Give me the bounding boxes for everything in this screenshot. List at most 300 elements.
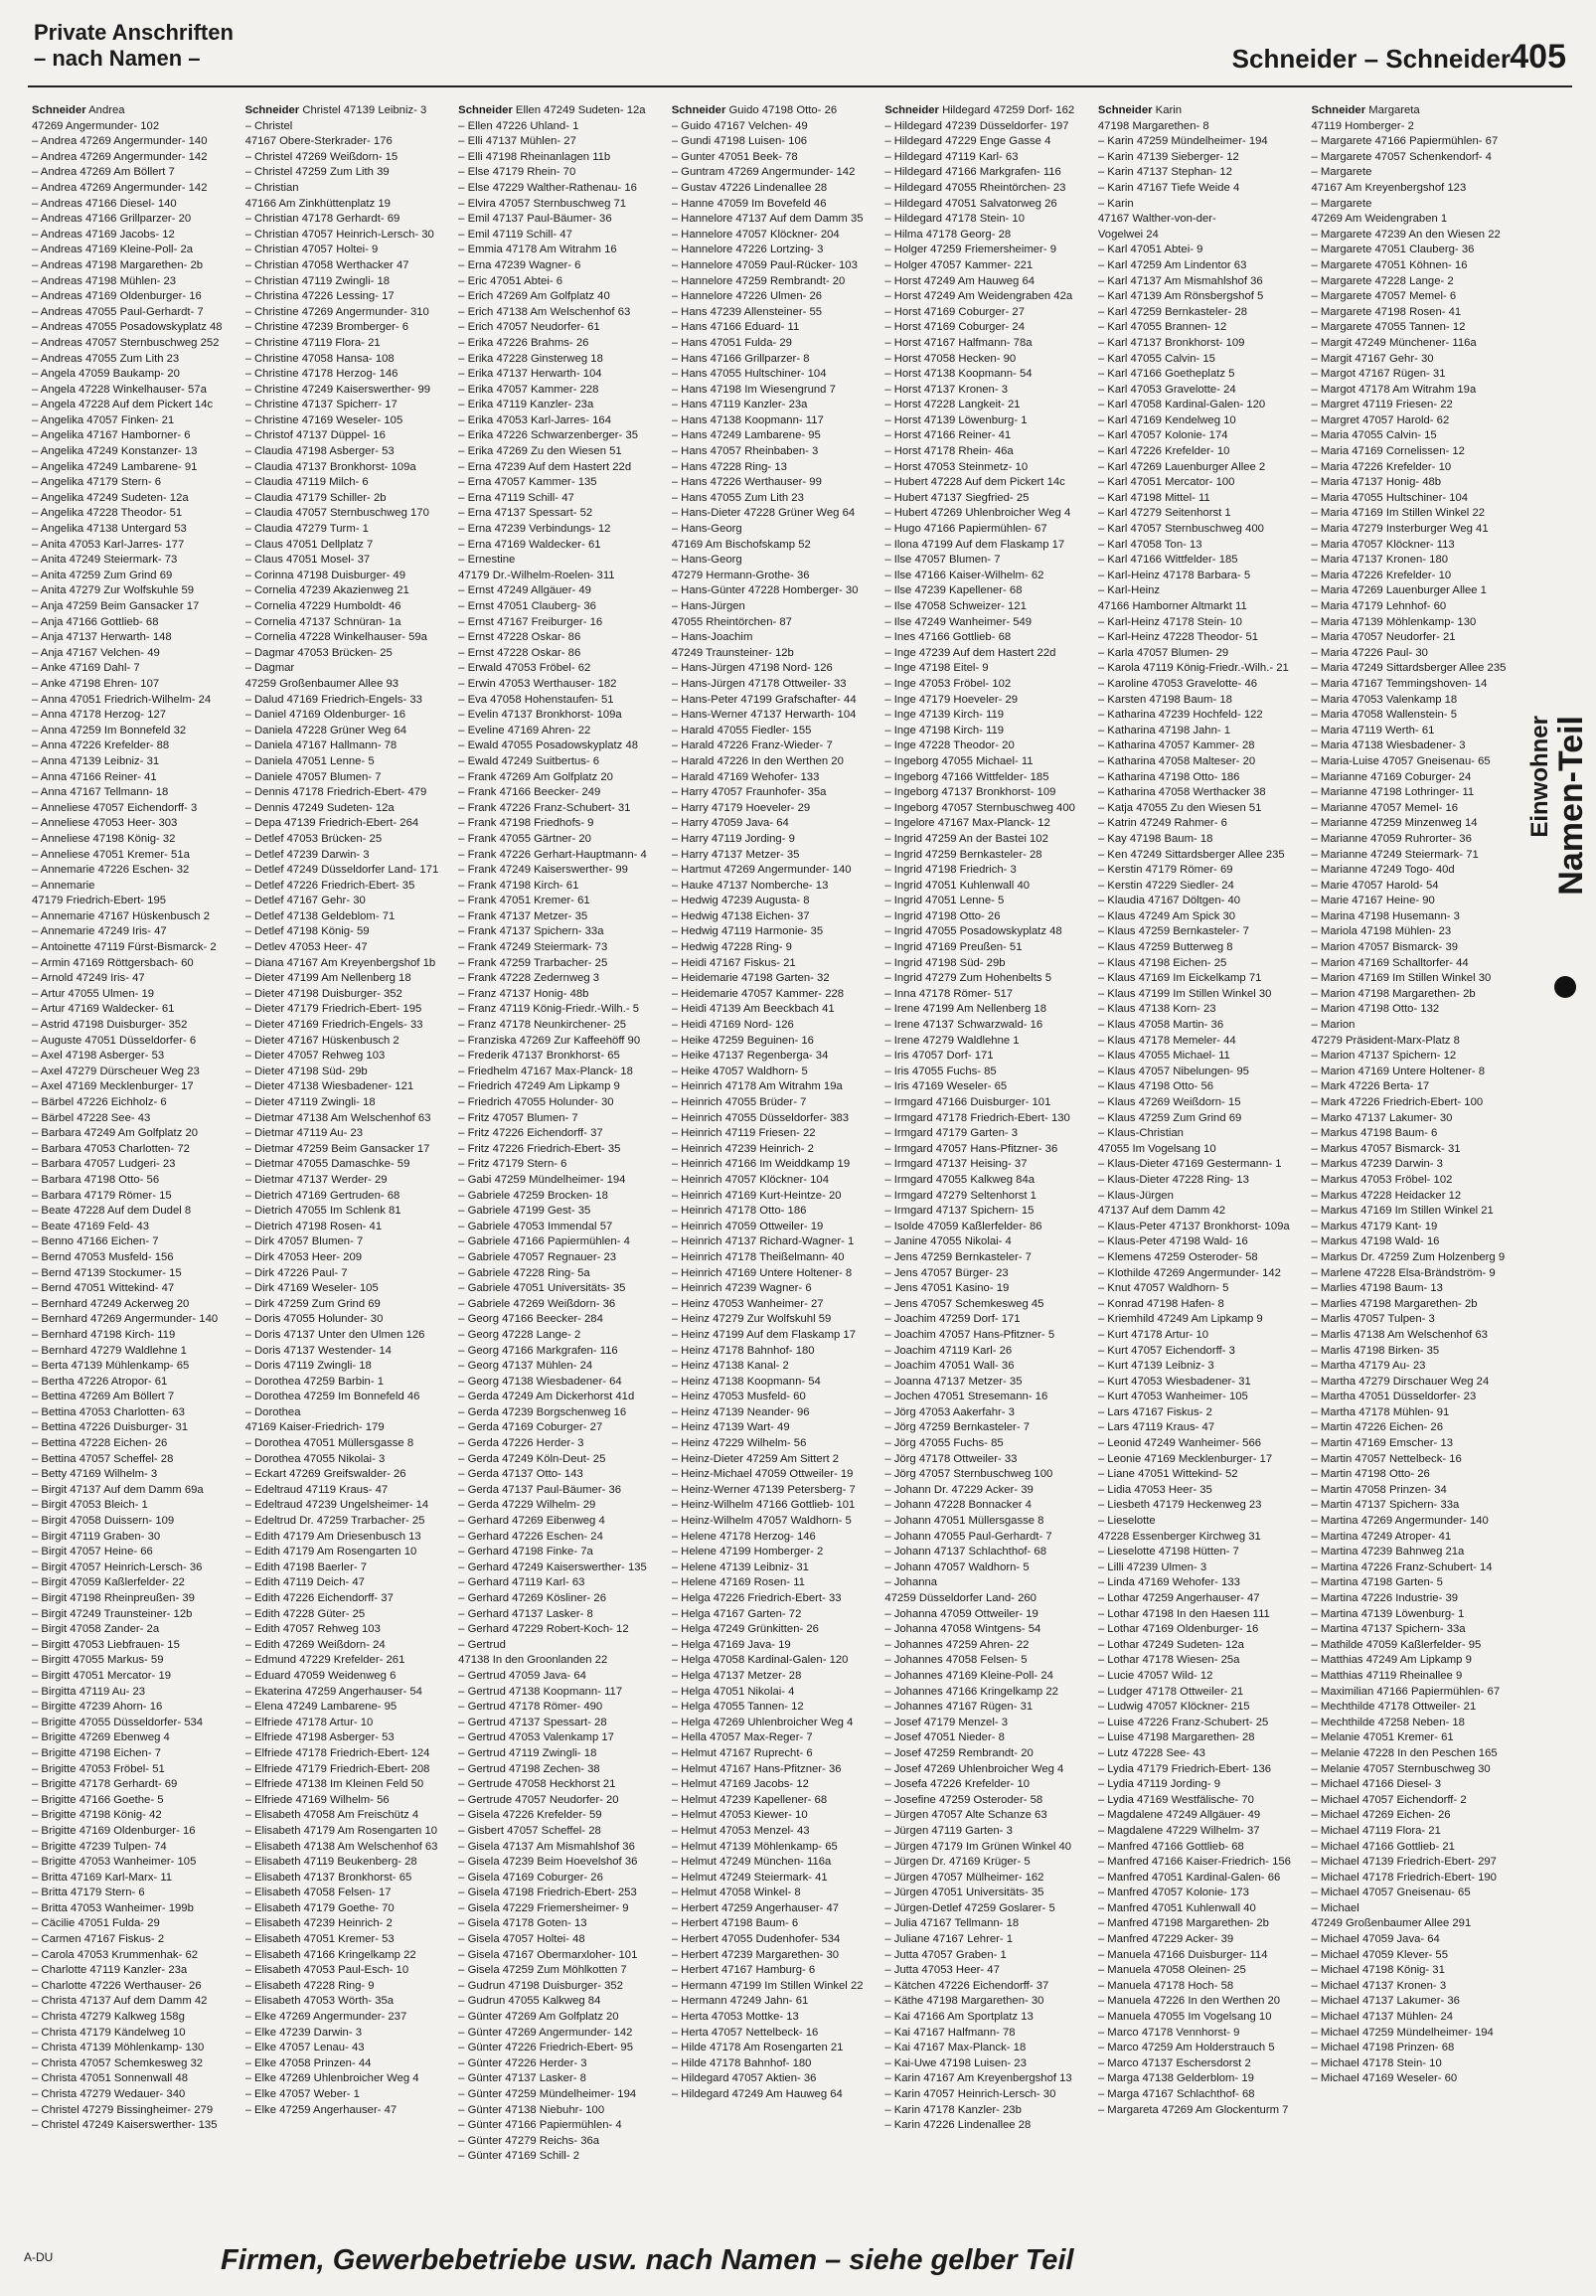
directory-entry: – Hildegard 47239 Düsseldorfer- 197 (884, 119, 1069, 132)
directory-entry: – Ingeborg 47166 Wittfelder- 185 (884, 770, 1049, 783)
directory-entry: – Margot 47167 Rügen- 31 (1311, 368, 1446, 381)
directory-entry: – Karl 47058 Ton- 13 (1097, 538, 1202, 551)
directory-entry: – Edmund 47229 Krefelder- 261 (244, 1654, 405, 1667)
directory-entry: – Joachim 47057 Hans-Pfitzner- 5 (884, 1328, 1055, 1341)
directory-entry: – Michael 47119 Flora- 21 (1311, 1824, 1441, 1837)
directory-entry: – Elena 47249 Lambarene- 95 (244, 1701, 398, 1714)
directory-entry: – Margarete 47057 Schenkendorf- 4 (1311, 150, 1492, 163)
directory-entry: – Joanna 47137 Metzer- 35 (884, 1375, 1023, 1388)
directory-entry: – Karin 47057 Heinrich-Lersch- 30 (884, 2088, 1056, 2100)
directory-entry: – Günter 47269 Am Golfplatz 20 (458, 2011, 619, 2024)
directory-entry: – Christa 47279 Kalkweg 158g (32, 2011, 185, 2024)
directory-entry: – Dieter 47199 Am Nellenberg 18 (244, 972, 411, 985)
directory-entry: – Jutta 47053 Heer- 47 (884, 1964, 1000, 1977)
directory-entry: – Josef 47179 Menzel- 3 (884, 1716, 1009, 1728)
directory-entry: – Claudia 47279 Turm- 1 (244, 523, 369, 536)
directory-entry: – Markus 47228 Heidacker 12 (1311, 1189, 1462, 1202)
directory-entry: – Martin 47057 Nettelbeck- 16 (1311, 1452, 1462, 1465)
directory-entry: – Heinrich 47137 Richard-Wagner- 1 (671, 1235, 855, 1248)
directory-entry: – Ingrid 47051 Lenne- 5 (884, 895, 1005, 907)
directory-entry: – Jörg 47259 Bernkasteler- 7 (884, 1421, 1031, 1434)
directory-entry: – Anke 47198 Ehren- 107 (32, 677, 160, 690)
directory-column-2 (245, 103, 447, 2211)
directory-entry: – Holger 47057 Kammer- 221 (884, 258, 1034, 271)
directory-entry: – Ellen 47226 Uhland- 1 (458, 119, 579, 132)
side-tab-label-namen-teil: Namen-Teil (1552, 716, 1590, 896)
directory-entry: – Lieselotte 47198 Hütten- 7 (1097, 1546, 1239, 1558)
directory-entry: – Fritz 47226 Friedrich-Ebert- 35 (458, 1142, 621, 1155)
directory-entry: – Gunter 47051 Beek- 78 (671, 150, 798, 163)
directory-entry: – Irmgard 47179 Garten- 3 (884, 1127, 1019, 1140)
directory-entry: – Marion 47198 Margarethen- 2b (1311, 987, 1476, 1000)
directory-entry: – Marianne 47259 Minzenweg 14 (1311, 817, 1478, 830)
directory-entry: – Artur 47169 Waldecker- 61 (32, 1003, 175, 1016)
directory-entry: – Michael 47178 Friedrich-Ebert- 190 (1311, 1871, 1497, 1884)
directory-entry: – Mechthilde 47178 Ottweiler- 21 (1311, 1701, 1477, 1714)
directory-entry: – Evelin 47137 Bronkhorst- 109a (458, 709, 622, 722)
directory-entry: – Marianne 47059 Ruhrorter- 36 (1311, 832, 1472, 845)
directory-entry: – Horst 47178 Rhein- 46a (884, 445, 1014, 458)
directory-entry: – Margareta 47269 Am Glockenturm 7 (1097, 2103, 1289, 2116)
directory-entry: – Annemarie (32, 879, 95, 892)
directory-entry: – Dieter 47169 Friedrich-Engels- 33 (244, 1019, 423, 1032)
directory-entry: – Barbara 47179 Römer- 15 (32, 1189, 172, 1202)
directory-entry: – Johanna (884, 1576, 938, 1589)
directory-entry: – Ewald 47249 Suitbertus- 6 (458, 754, 600, 767)
directory-entry: – Heinz-Wilhelm 47057 Waldhorn- 5 (671, 1515, 852, 1528)
directory-entry: – Karl-Heinz 47228 Theodor- 51 (1097, 631, 1259, 644)
directory-entry: – Günter 47137 Lasker- 8 (458, 2072, 586, 2085)
directory-entry: – Erna 47119 Schill- 47 (458, 491, 574, 504)
directory-entry: – Christina 47226 Lessing- 17 (244, 290, 395, 303)
directory-entry: – Dietmar 47138 Am Welschenhof 63 (244, 1111, 431, 1124)
directory-entry: – Hans 47055 Hultschiner- 104 (671, 368, 827, 381)
directory-entry: – Detlev 47053 Heer- 47 (244, 941, 368, 954)
directory-entry: – Dagmar (244, 662, 295, 675)
directory-entry: – Katharina 47239 Hochfeld- 122 (1097, 709, 1263, 722)
directory-entry: – Marco 47259 Am Holderstrauch 5 (1097, 2042, 1275, 2054)
directory-entry: – Dietmar 47259 Beim Gansacker 17 (244, 1142, 430, 1155)
directory-entry: – Heinrich 47239 Wagner- 6 (671, 1282, 812, 1295)
directory-entry: – Klaus 47259 Zum Grind 69 (1097, 1111, 1242, 1124)
directory-entry: – Angela 47228 Winkelhauser- 57a (32, 383, 207, 396)
directory-entry: – Gertrude 47057 Neudorfer- 20 (458, 1793, 619, 1806)
directory-entry: – Maria 47226 Krefelder- 10 (1311, 569, 1452, 581)
directory-entry: – Fritz 47226 Eichendorff- 37 (458, 1127, 603, 1140)
directory-entry: – Katharina 47058 Malteser- 20 (1097, 754, 1256, 767)
directory-entry: – Dietmar 47055 Damaschke- 59 (244, 1158, 410, 1171)
directory-entry: – Hans 47166 Grillparzer- 8 (671, 352, 810, 365)
directory-entry: – Hans 47055 Zum Lith 23 (671, 491, 804, 504)
directory-entry: – Cäcilie 47051 Fulda- 29 (32, 1917, 160, 1930)
directory-entry: – Detlef 47053 Brücken- 25 (244, 832, 383, 845)
directory-entry: – Ludwig 47057 Klöckner- 215 (1097, 1701, 1250, 1714)
directory-entry: – Gerhard 47226 Eschen- 24 (458, 1530, 603, 1543)
directory-entry: – Elke 47057 Weber- 1 (244, 2088, 360, 2100)
directory-entry: – Gabriele 47051 Universitäts- 35 (458, 1282, 626, 1295)
directory-entry: – Martin 47226 Eichen- 26 (1311, 1421, 1443, 1434)
directory-entry: – Irene 47137 Schwarzwald- 16 (884, 1019, 1043, 1032)
directory-entry: – Andreas 47055 Zum Lith 23 (32, 352, 180, 365)
directory-entry: – Gabriele 47166 Papiermühlen- 4 (458, 1235, 630, 1248)
directory-entry: – Gudrun 47198 Duisburger- 352 (458, 1979, 623, 1992)
directory-entry: – Käthe 47198 Margarethen- 30 (884, 1995, 1044, 2008)
directory-entry: – Anna 47226 Krefelder- 88 (32, 739, 170, 752)
directory-entry: – Heinz 47279 Zur Wolfskuhl 59 (671, 1313, 832, 1326)
directory-entry: – Christel 47279 Bissingheimer- 279 (32, 2103, 214, 2116)
directory-entry: – Klaus 47055 Michael- 11 (1097, 1050, 1230, 1063)
directory-entry: – Angelika 47249 Sudeten- 12a (32, 491, 189, 504)
directory-entry: – Christine 47239 Bromberger- 6 (244, 321, 409, 334)
directory-entry: – Beate 47169 Feld- 43 (32, 1220, 150, 1232)
directory-entry: – Erwin 47053 Werthauser- 182 (458, 677, 617, 690)
directory-entry: – Christel 47269 Weißdorn- 15 (244, 150, 399, 163)
directory-entry: – Karsten 47198 Baum- 18 (1097, 693, 1232, 706)
directory-column-1 (32, 103, 234, 2211)
directory-entry: – Annemarie 47249 Iris- 47 (32, 925, 167, 938)
directory-entry: – Kriemhild 47249 Am Lipkamp 9 (1097, 1313, 1263, 1326)
directory-entry: – Kai-Uwe 47198 Luisen- 23 (884, 2056, 1027, 2069)
directory-entry: – Helga 47226 Friedrich-Ebert- 33 (671, 1592, 842, 1604)
directory-entry: – Gerda 47249 Köln-Deut- 25 (458, 1452, 606, 1465)
directory-entry: – Bernhard 47198 Kirch- 119 (32, 1328, 176, 1341)
directory-entry: – Erna 47239 Wagner- 6 (458, 258, 581, 271)
directory-entry: – Margret 47119 Friesen- 22 (1311, 399, 1453, 411)
directory-entry: – Karl 47051 Mercator- 100 (1097, 476, 1235, 489)
directory-entry: – Manuela 47178 Hoch- 58 (1097, 1979, 1234, 1992)
directory-entry: – Gabriele 47228 Ring- 5a (458, 1266, 590, 1279)
directory-entry: – Harald 47055 Fiedler- 155 (671, 724, 812, 737)
directory-entry: – Günter 47166 Papiermühlen- 4 (458, 2119, 622, 2132)
directory-entry: – Daniela 47228 Grüner Weg 64 (244, 724, 407, 737)
directory-entry: – Martin 47198 Otto- 26 (1311, 1468, 1430, 1481)
directory-entry: – Karin 47178 Kanzler- 23b (884, 2103, 1022, 2116)
directory-entry: – Frank 47228 Zedernweg 3 (458, 972, 600, 985)
directory-entry: – Gudrun 47055 Kalkweg 84 (458, 1995, 601, 2008)
directory-entry: – Margot 47178 Am Witrahm 19a (1311, 383, 1477, 396)
directory-entry: – Hannelore 47057 Klöckner- 204 (671, 228, 840, 241)
directory-entry: – Johann 47137 Schlachthof- 68 (884, 1546, 1046, 1558)
directory-entry: – Jörg 47178 Ottweiler- 33 (884, 1452, 1018, 1465)
directory-entry: – Katharina 47198 Otto- 186 (1097, 770, 1240, 783)
directory-entry: – Heinrich 47166 Im Weiddkamp 19 (671, 1158, 851, 1171)
directory-entry: – Johannes 47166 Kringelkamp 22 (884, 1685, 1058, 1698)
directory-entry: – Inge 47198 Eitel- 9 (884, 662, 989, 675)
directory-entry: Schneider Karin (1097, 104, 1183, 116)
directory-entry: – Gisela 47229 Friemersheimer- 9 (458, 1901, 629, 1914)
directory-entry: – Marga 47138 Gelderblom- 19 (1097, 2072, 1254, 2085)
directory-entry: – Daniela 47051 Lenne- 5 (244, 754, 375, 767)
directory-entry: – Harald 47226 In den Werthen 20 (671, 754, 844, 767)
directory-entry: – Gertrud (458, 1638, 506, 1651)
directory-entry: – Gerda 47137 Otto- 143 (458, 1468, 583, 1481)
directory-entry: – Ingrid 47279 Zum Hohenbelts 5 (884, 972, 1051, 985)
directory-entry: – Daniele 47057 Blumen- 7 (244, 770, 382, 783)
directory-entry: – Günter 47226 Herder- 3 (458, 2056, 587, 2069)
directory-entry: 47179 Dr.-Wilhelm-Roelen- 311 (458, 569, 615, 581)
directory-entry: – Karl 47169 Kendelweg 10 (1097, 413, 1236, 426)
directory-entry: – Horst 47169 Coburger- 24 (884, 321, 1025, 334)
directory-entry: – Lothar 47169 Oldenburger- 16 (1097, 1623, 1259, 1636)
directory-entry: – Gertrude 47058 Heckhorst 21 (458, 1778, 616, 1791)
directory-entry: 47198 Margarethen- 8 (1097, 119, 1209, 132)
directory-entry: – Josef 47051 Nieder- 8 (884, 1731, 1005, 1744)
directory-entry: – Karin 47167 Tiefe Weide 4 (1097, 181, 1240, 194)
directory-entry: – Erika 47137 Herwarth- 104 (458, 368, 602, 381)
directory-entry: – Emil 47119 Schill- 47 (458, 228, 572, 241)
directory-entry: – Ernst 47167 Freiburger- 16 (458, 615, 603, 628)
directory-entry: – Gertrud 47198 Zechen- 38 (458, 1762, 600, 1775)
directory-entry: – Helmut 47167 Ruprecht- 6 (671, 1746, 813, 1759)
directory-entry: – Eckart 47269 Greifswalder- 26 (244, 1468, 406, 1481)
directory-entry: – Erika 47269 Zu den Wiesen 51 (458, 445, 622, 458)
directory-entry: – Doris 47137 Westender- 14 (244, 1344, 392, 1357)
directory-entry: – Gabriele 47053 Immendal 57 (458, 1220, 613, 1232)
directory-entry: – Birgitt 47053 Liebfrauen- 15 (32, 1638, 180, 1651)
directory-entry: – Bärbel 47228 See- 43 (32, 1111, 151, 1124)
directory-entry: – Friedhelm 47167 Max-Planck- 18 (458, 1065, 633, 1077)
directory-entry: – Annemarie 47167 Hüskenbusch 2 (32, 909, 210, 922)
directory-entry: – Manfred 47166 Kaiser-Friedrich- 156 (1097, 1856, 1291, 1869)
directory-entry: – Fritz 47179 Stern- 6 (458, 1158, 567, 1171)
directory-entry: – Jürgen 47051 Universitäts- 35 (884, 1886, 1044, 1899)
directory-entry: – Gerhard 47229 Robert-Koch- 12 (458, 1623, 629, 1636)
directory-entry: – Helmut 47167 Hans-Pfitzner- 36 (671, 1762, 842, 1775)
directory-entry: 47167 Obere-Sterkrader- 176 (244, 135, 393, 148)
directory-entry: – Heinrich 47178 Otto- 186 (671, 1205, 807, 1218)
directory-entry: – Magdalene 47249 Allgäuer- 49 (1097, 1809, 1261, 1822)
directory-entry: – Marlies 47198 Baum- 13 (1311, 1282, 1443, 1295)
directory-entry: – Heinrich 47239 Heinrich- 2 (671, 1142, 814, 1155)
directory-entry: 47166 Hamborner Altmarkt 11 (1097, 600, 1247, 612)
directory-entry: – Elke 47259 Angerhauser- 47 (244, 2103, 398, 2116)
directory-entry: – Heinrich 47055 Düsseldorfer- 383 (671, 1111, 850, 1124)
directory-entry: – Birgit 47137 Auf dem Damm 69a (32, 1483, 204, 1496)
directory-entry: – Marie 47167 Heine- 90 (1311, 895, 1435, 907)
directory-entry: – Elisabeth 47179 Am Rosengarten 10 (244, 1824, 438, 1837)
directory-entry: – Elisabeth 47051 Kremer- 53 (244, 1933, 395, 1946)
directory-entry: – Martha 47051 Düsseldorfer- 23 (1311, 1391, 1477, 1403)
directory-entry: – Kätchen 47226 Eichendorff- 37 (884, 1979, 1049, 1992)
directory-entry: – Katharina 47198 Jahn- 1 (1097, 724, 1231, 737)
directory-entry: – Hermann 47249 Jahn- 61 (671, 1995, 809, 2008)
directory-entry: – Helga 47169 Java- 19 (671, 1638, 791, 1651)
directory-entry: – Erich 47057 Neudorfer- 61 (458, 321, 600, 334)
directory-entry: – Birgit 47249 Traunsteiner- 12b (32, 1607, 193, 1620)
directory-entry: – Lutz 47228 See- 43 (1097, 1746, 1205, 1759)
directory-entry: – Melanie 47057 Sternbuschweg 30 (1311, 1762, 1491, 1775)
directory-entry: – Gisela 47057 Holtei- 48 (458, 1933, 585, 1946)
directory-entry: – Edeltraud 47239 Ungelsheimer- 14 (244, 1499, 429, 1512)
directory-entry: – Karl 47053 Gravelotte- 24 (1097, 383, 1236, 396)
directory-entry: – Horst 47167 Halfmann- 78a (884, 336, 1033, 349)
directory-entry: – Eva 47058 Hohenstaufen- 51 (458, 693, 614, 706)
directory-entry: – Armin 47169 Röttgersbach- 60 (32, 956, 194, 969)
directory-entry: – Marion (1311, 1019, 1356, 1032)
directory-entry: – Karl 47269 Lauenburger Allee 2 (1097, 460, 1266, 473)
directory-entry: – Andreas 47169 Jacobs- 12 (32, 228, 175, 241)
directory-entry: – Eveline 47169 Ahren- 22 (458, 724, 591, 737)
directory-entry: – Irmgard 47137 Heising- 37 (884, 1158, 1028, 1171)
directory-entry: – Hartmut 47269 Angermunder- 140 (671, 864, 852, 877)
directory-entry: – Benno 47166 Eichen- 7 (32, 1235, 159, 1248)
directory-entry: – Manfred 47198 Margarethen- 2b (1097, 1917, 1269, 1930)
directory-entry: – Gerhard 47119 Karl- 63 (458, 1576, 585, 1589)
directory-entry: – Gisela 47167 Obermarxloher- 101 (458, 1948, 638, 1961)
directory-entry: – Hildegard 47055 Rheintörchen- 23 (884, 181, 1066, 194)
directory-entry: – Barbara 47198 Otto- 56 (32, 1173, 160, 1186)
directory-entry: 47279 Hermann-Grothe- 36 (671, 569, 810, 581)
directory-entry: – Heinz-Dieter 47259 Am Sittert 2 (671, 1452, 840, 1465)
directory-entry: – Joachim 47259 Dorf- 171 (884, 1313, 1021, 1326)
directory-entry: – Hans-Dieter 47228 Grüner Weg 64 (671, 507, 856, 520)
directory-entry: – Bertha 47226 Atropor- 61 (32, 1375, 168, 1388)
directory-entry: – Johannes 47259 Ahren- 22 (884, 1638, 1030, 1651)
directory-entry: – Marion 47137 Spichern- 12 (1311, 1050, 1457, 1063)
directory-entry: – Georg 47138 Wiesbadener- 64 (458, 1375, 622, 1388)
directory-entry: – Maria 47249 Sittardsberger Allee 235 (1311, 662, 1507, 675)
directory-entry: – Helene 47169 Rosen- 11 (671, 1576, 805, 1589)
directory-entry: – Hans-Jürgen 47198 Nord- 126 (671, 662, 833, 675)
directory-entry: – Edith 47179 Am Rosengarten 10 (244, 1546, 417, 1558)
directory-entry: – Ewald 47055 Posadowskyplatz 48 (458, 739, 639, 752)
directory-entry: – Horst 47137 Kronen- 3 (884, 383, 1009, 396)
directory-entry: – Manfred 47166 Gottlieb- 68 (1097, 1840, 1244, 1853)
directory-entry: – Maria 47269 Lauenburger Allee 1 (1311, 584, 1487, 597)
directory-entry: – Anke 47169 Dahl- 7 (32, 662, 140, 675)
directory-entry: – Helga 47167 Garten- 72 (671, 1607, 802, 1620)
directory-entry: – Gisela 47169 Coburger- 26 (458, 1871, 603, 1884)
directory-entry: – Christa 47279 Wedauer- 340 (32, 2088, 186, 2100)
directory-entry: – Ernst 47228 Oskar- 86 (458, 646, 581, 659)
directory-entry: – Margret 47057 Harold- 62 (1311, 413, 1450, 426)
directory-entry: – Günter 47259 Mündelheimer- 194 (458, 2088, 637, 2100)
directory-entry: – Jens 47259 Bernkasteler- 7 (884, 1250, 1032, 1263)
directory-entry: – Bernhard 47249 Ackerweg 20 (32, 1297, 190, 1310)
directory-entry: – Margarete 47228 Lange- 2 (1311, 274, 1454, 287)
directory-entry: – Anita 47279 Zur Wolfskuhle 59 (32, 584, 195, 597)
page-running-title: Schneider – Schneider (1231, 44, 1511, 74)
directory-entry: – Anneliese 47051 Kremer- 51a (32, 848, 190, 861)
directory-entry: – Gustav 47226 Lindenallee 28 (671, 181, 828, 194)
directory-entry: – Martina 47226 Industrie- 39 (1311, 1592, 1459, 1604)
directory-entry: – Bernhard 47279 Waldlehne 1 (32, 1344, 187, 1357)
directory-entry: – Emmia 47178 Am Witrahm 16 (458, 244, 617, 256)
directory-entry: – Edith 47179 Am Driesenbusch 13 (244, 1530, 421, 1543)
directory-entry: – Ingrid 47051 Kuhlenwall 40 (884, 879, 1031, 892)
directory-entry: – Claudia 47198 Asberger- 53 (244, 445, 395, 458)
directory-entry: – Ernst 47249 Allgäuer- 49 (458, 584, 591, 597)
directory-entry: – Friedrich 47249 Am Lipkamp 9 (458, 1080, 620, 1093)
directory-entry: 47167 Walther-von-der- (1097, 213, 1216, 226)
directory-entry: – Gundi 47198 Luisen- 106 (671, 135, 808, 148)
directory-entry: – Hildegard 47057 Aktien- 36 (671, 2072, 817, 2085)
directory-column-7 (1311, 103, 1513, 2211)
directory-entry: – Britta 47053 Wanheimer- 199b (32, 1901, 194, 1914)
directory-entry: – Marlene 47228 Elsa-Brändström- 9 (1311, 1266, 1496, 1279)
directory-entry: – Heinrich 47055 Brüder- 7 (671, 1096, 807, 1108)
directory-entry: – Ilse 47057 Blumen- 7 (884, 554, 1001, 567)
directory-entry: – Maria 47137 Kronen- 180 (1311, 554, 1449, 567)
directory-entry: – Angelika 47228 Theodor- 51 (32, 507, 183, 520)
directory-entry: – Marianne 47249 Steiermark- 71 (1311, 848, 1479, 861)
directory-entry: – Martina 47139 Löwenburg- 1 (1311, 1607, 1465, 1620)
directory-entry: – Gerda 47169 Coburger- 27 (458, 1421, 603, 1434)
directory-entry: – Liane 47051 Wittekind- 52 (1097, 1468, 1238, 1481)
directory-entry: – Bettina 47053 Charlotten- 63 (32, 1405, 185, 1418)
directory-entry: – Dorothea 47259 Barbin- 1 (244, 1375, 385, 1388)
directory-entry: – Angelika 47249 Lambarene- 91 (32, 460, 198, 473)
directory-entry: – Dieter 47057 Rehweg 103 (244, 1050, 386, 1063)
directory-entry: – Marie 47057 Harold- 54 (1311, 879, 1439, 892)
directory-entry: – Ekaterina 47259 Angerhauser- 54 (244, 1685, 422, 1698)
directory-entry: – Marco 47178 Vennhorst- 9 (1097, 2026, 1240, 2039)
directory-entry: – Manfred 47051 Kuhlenwall 40 (1097, 1901, 1256, 1914)
directory-entry: – Hella 47057 Max-Reger- 7 (671, 1731, 813, 1744)
directory-entry: – Martin 47169 Emscher- 13 (1311, 1437, 1454, 1450)
directory-entry: – Margit 47167 Gehr- 30 (1311, 352, 1434, 365)
directory-entry: – Horst 47249 Am Weidengraben 42a (884, 290, 1073, 303)
directory-entry: – Manfred 47051 Kardinal-Galen- 66 (1097, 1871, 1281, 1884)
directory-entry: – Maria 47053 Valenkamp 18 (1311, 693, 1458, 706)
directory-entry: – Horst 47053 Steinmetz- 10 (884, 460, 1029, 473)
directory-entry: – Elisabeth 47053 Wörth- 35a (244, 1995, 395, 2008)
directory-entry: – Michael 47198 Prinzen- 68 (1311, 2042, 1455, 2054)
directory-entry: – Heidemarie 47198 Garten- 32 (671, 972, 830, 985)
directory-entry: – Karl 47051 Abtei- 9 (1097, 244, 1203, 256)
directory-entry: – Kerstin 47229 Siedler- 24 (1097, 879, 1234, 892)
directory-entry: – Gerda 47137 Paul-Bäumer- 36 (458, 1483, 622, 1496)
directory-entry: – Martin 47058 Prinzen- 34 (1311, 1483, 1447, 1496)
directory-entry: – Birgit 47057 Heine- 66 (32, 1546, 153, 1558)
directory-entry: – Ingrid 47259 Bernkasteler- 28 (884, 848, 1042, 861)
directory-entry: – Elke 47058 Prinzen- 44 (244, 2056, 372, 2069)
directory-entry: – Heinz 47053 Musfeld- 60 (671, 1391, 806, 1403)
directory-entry: – Detlef 47249 Düsseldorfer Land- 171 (244, 864, 439, 877)
directory-entry: – Heinrich 47178 Theißelmann- 40 (671, 1250, 845, 1263)
directory-entry: – Heinrich 47178 Am Witrahm 19a (671, 1080, 843, 1093)
directory-entry: – Christa 47139 Möhlenkamp- 130 (32, 2042, 205, 2054)
directory-entry: – Harald 47169 Wehofer- 133 (671, 770, 820, 783)
directory-entry: – Hildegard 47119 Karl- 63 (884, 150, 1019, 163)
directory-entry: – Britta 47169 Karl-Marx- 11 (32, 1871, 173, 1884)
directory-entry: 47138 In den Groonlanden 22 (458, 1654, 608, 1667)
directory-entry: – Ingeborg 47057 Sternbuschweg 400 (884, 801, 1075, 814)
directory-entry: – Andrea 47269 Angermunder- 142 (32, 150, 208, 163)
directory-entry: – Frederik 47137 Bronkhorst- 65 (458, 1050, 620, 1063)
directory-entry: – Maria 47167 Temmingshoven- 14 (1311, 677, 1488, 690)
directory-entry: – Inge 47239 Auf dem Hastert 22d (884, 646, 1056, 659)
directory-entry: – Doris 47055 Holunder- 30 (244, 1313, 384, 1326)
directory-entry: – Hans 47249 Lambarene- 95 (671, 429, 821, 442)
directory-entry: – Michael 47137 Kronen- 3 (1311, 1979, 1447, 1992)
directory-entry: – Elisabeth 47179 Goethe- 70 (244, 1901, 395, 1914)
directory-entry: – Michael 47139 Friedrich-Ebert- 297 (1311, 1856, 1497, 1869)
side-tab-bullet-icon (1554, 976, 1576, 998)
directory-entry: – Axel 47169 Mecklenburger- 17 (32, 1080, 194, 1093)
directory-entry: – Hildegard 47249 Am Hauweg 64 (671, 2088, 843, 2100)
directory-entry: – Günter 47226 Friedrich-Ebert- 95 (458, 2042, 633, 2054)
directory-entry: – Hans 47119 Kanzler- 23a (671, 399, 808, 411)
directory-entry: – Günter 47138 Niebuhr- 100 (458, 2103, 605, 2116)
directory-entry: – Margarete 47198 Rosen- 41 (1311, 305, 1462, 318)
directory-entry: 47055 Im Vogelsang 10 (1097, 1142, 1216, 1155)
directory-entry: – Charlotte 47226 Werthauser- 26 (32, 1979, 202, 1992)
directory-entry: – Dennis 47249 Sudeten- 12a (244, 801, 395, 814)
directory-entry: – Klaus 47199 Im Stillen Winkel 30 (1097, 987, 1272, 1000)
directory-entry: – Jürgen 47119 Garten- 3 (884, 1824, 1013, 1837)
directory-entry: – Christel 47249 Kaiserswerther- 135 (32, 2119, 218, 2132)
